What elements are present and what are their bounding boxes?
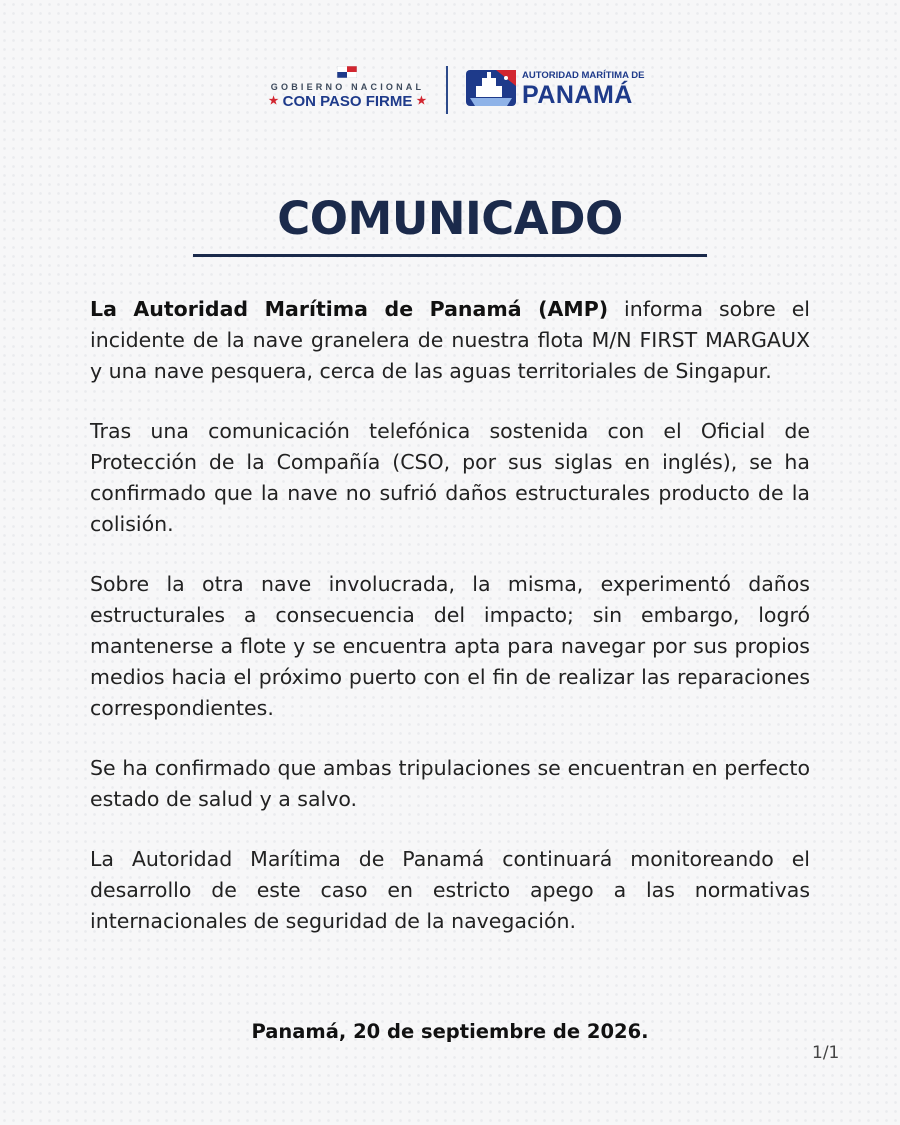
page-title: COMUNICADO [277,192,623,245]
amp-bottom-text: PANAMÁ [522,81,633,109]
paragraph-4: Se ha confirmado que ambas tripulaciones se encuentran en perfecto estado de salud y a salvo. [90,756,810,811]
gobierno-top-text: GOBIERNO NACIONAL [270,82,425,92]
gobierno-bottom-line [255,93,440,110]
paragraph-1 [90,294,810,387]
paragraph-1-text: informa sobre el incidente de la nave granelera de nuestra flota M/N FIRST MARGAUX y una nave pesquera, cerca de las aguas territoriales de Singapur. [90,297,810,383]
paragraph-3: Sobre la otra nave involucrada, la misma, experimentó daños estructurales a consecuencia del impacto; sin embargo, logró mantenerse a flote y se encuentra apta para navegar por sus propios medios hacia el próximo puerto con el fin de realizar las reparaciones correspondientes. [90,572,810,720]
paragraph-1-lead: La Autoridad Marítima de Panamá (AMP) [90,297,609,321]
amp-logo [462,64,652,114]
gobierno-nacional-logo [255,80,440,120]
communique-body [90,294,810,966]
date-line: Panamá, 20 de septiembre de 2026. [251,1020,649,1043]
paragraph-2: Tras una comunicación telefónica sostenida con el Oficial de Protección de la Compañía (CSO, por sus siglas en inglés), se ha confirmado que la nave no sufrió daños estructurales producto de la colisión. [90,419,810,536]
page-number: 1/1 [812,1043,840,1063]
logo-divider [446,66,448,114]
paragraph-5: La Autoridad Marítima de Panamá continuará monitoreando el desarrollo de este caso en estricto apego a las normativas internacionales de seguridad de la navegación. [90,847,810,933]
header-logos [0,60,900,120]
amp-top-text: AUTORIDAD MARÍTIMA DE [522,70,645,81]
ship-emblem-icon [462,64,520,112]
panama-flag-icon [337,66,357,78]
star-icon: ★ [416,95,427,107]
star-icon: ★ [268,95,279,107]
title-underline [193,254,707,257]
gobierno-bottom-text: CON PASO FIRME [282,93,413,110]
